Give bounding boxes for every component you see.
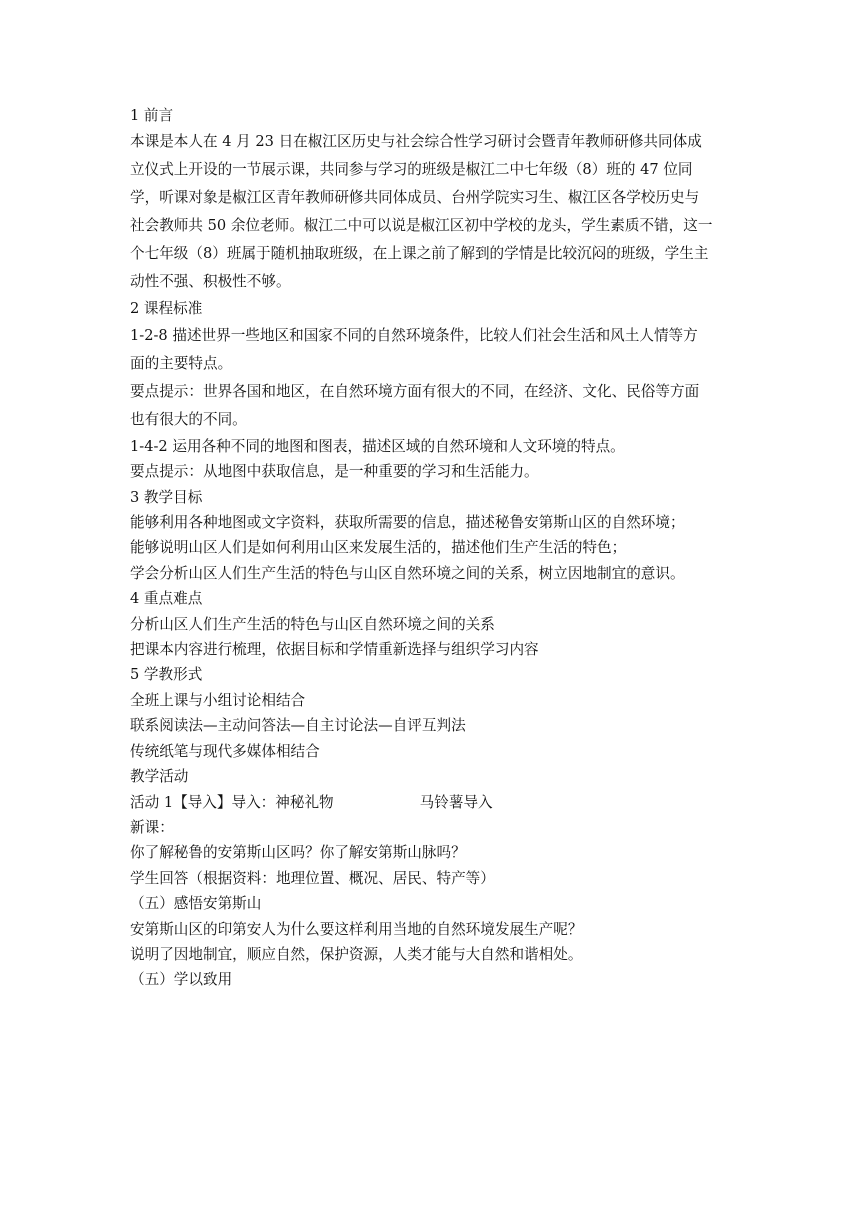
- paragraph-line: 学，听课对象是椒江区青年教师研修共同体成员、台州学院实习生、椒江区各学校历史与: [130, 189, 700, 207]
- tip-2: 要点提示：从地图中获取信息，是一种重要的学习和生活能力。: [130, 463, 539, 481]
- activity-1-detail: 马铃薯导入: [419, 793, 493, 811]
- subsection-2: （五）学以致用: [130, 971, 233, 989]
- method-item: 全班上课与小组讨论相结合: [130, 691, 306, 709]
- method-item: 联系阅读法—主动问答法—自主讨论法—自评互判法: [130, 717, 466, 735]
- objective-item: 能够说明山区人们是如何利用山区来发展生活的，描述他们生产生活的特色；: [130, 539, 627, 557]
- section-1-paragraph: [130, 128, 730, 296]
- section-2-title: 2 课程标准: [130, 300, 203, 318]
- paragraph-line: 动性不强、积极性不够。: [130, 273, 291, 291]
- paragraph-line: 面的主要特点。: [130, 354, 233, 372]
- key-point-item: 分析山区人们生产生活的特色与山区自然环境之间的关系: [130, 615, 495, 633]
- key-point-item: 把课本内容进行梳理，依据目标和学情重新选择与组织学习内容: [130, 641, 539, 659]
- conclusion: 说明了因地制宜，顺应自然，保护资源，人类才能与大自然和谐相处。: [130, 945, 583, 963]
- method-item: 传统纸笔与现代多媒体相结合: [130, 742, 320, 760]
- paragraph-line: 本课是本人在 4 月 23 日在椒江区历史与社会综合性学习研讨会暨青年教师研修共同体成: [130, 133, 702, 151]
- section-3-title: 3 教学目标: [130, 488, 203, 506]
- activities-title: 教学活动: [130, 768, 189, 786]
- answer-1: 学生回答（根据资料：地理位置、概况、居民、特产等）: [130, 869, 495, 887]
- section-1-title: 1 前言: [130, 107, 174, 124]
- standard-1: [130, 322, 730, 378]
- tip-1: [130, 378, 730, 434]
- activity-1: [130, 790, 730, 815]
- paragraph-line: 立仪式上开设的一节展示课，共同参与学习的班级是椒江二中七年级（8）班的 47 位同: [130, 161, 693, 179]
- standard-2: 1-4-2 运用各种不同的地图和图表，描述区域的自然环境和人文环境的特点。: [130, 437, 625, 455]
- objective-item: 学会分析山区人们生产生活的特色与山区自然环境之间的关系，树立因地制宜的意识。: [130, 564, 685, 582]
- paragraph-line: 社会教师共 50 余位老师。椒江二中可以说是椒江区初中学校的龙头，学生素质不错，这一: [130, 217, 713, 235]
- paragraph-line: 要点提示：世界各国和地区，在自然环境方面有很大的不同，在经济、文化、民俗等方面: [130, 382, 700, 400]
- paragraph-line: 1-2-8 描述世界一些地区和国家不同的自然环境条件，比较人们社会生活和风土人情等方: [130, 326, 698, 344]
- paragraph-line: 也有很大的不同。: [130, 410, 247, 428]
- section-4-title: 4 重点难点: [130, 590, 203, 608]
- document-body: [130, 103, 730, 993]
- question-2: 安第斯山区的印第安人为什么要这样利用当地的自然环境发展生产呢？: [130, 920, 583, 938]
- activity-1-label: 活动 1【导入】导入：神秘礼物: [130, 793, 334, 811]
- new-lesson-label: 新课：: [130, 818, 174, 836]
- objective-item: 能够利用各种地图或文字资料，获取所需要的信息，描述秘鲁安第斯山区的自然环境；: [130, 514, 685, 532]
- subsection-1: （五）感悟安第斯山: [130, 895, 262, 913]
- question-1: 你了解秘鲁的安第斯山区吗？你了解安第斯山脉吗？: [130, 844, 466, 862]
- paragraph-line: 个七年级（8）班属于随机抽取班级，在上课之前了解到的学情是比较沉闷的班级，学生主: [130, 245, 709, 263]
- section-5-title: 5 学教形式: [130, 666, 203, 684]
